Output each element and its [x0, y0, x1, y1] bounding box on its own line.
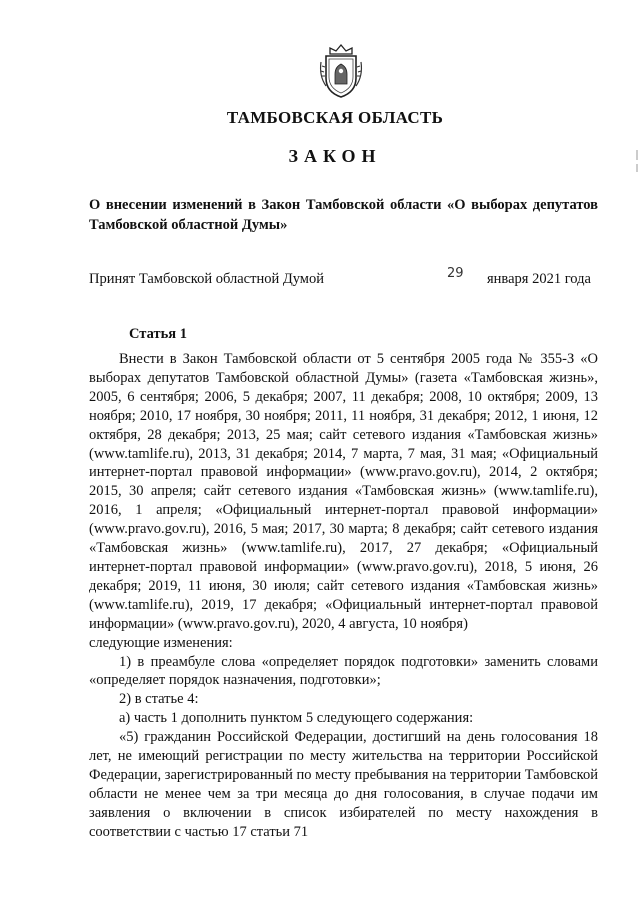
amendment-item-1: 1) в преамбуле слова «определяет порядок подготовки» заменить словами «определяет порядок назначения, подготовки»; [89, 653, 598, 689]
document-type-heading: ЗАКОН [288, 146, 382, 166]
amendment-item-2: 2) в статье 4: [119, 691, 199, 708]
scan-margin-mark [636, 150, 638, 160]
amendment-item-2a-text: «5) гражданин Российской Федерации, достигший на день голосования 18 лет, не имеющий регистрации по месту жительства на территории Российской Федерации, зарегистрированный по месту пребывания на территории Тамбовской области не менее чем за три месяца до дня голосования, в случае подачи им заявления о включении в список избирателей по месту нахождения в соответствии с частью 17 статьи 71 [89, 729, 598, 840]
article-body [89, 350, 598, 842]
article-intro-paragraph: Внести в Закон Тамбовской области от 5 сентября 2005 года № 355-З «О выборах депутатов Тамбовской областной Думы» (газета «Тамбовская жизнь», 2005, 6 сентября; 2006, 5 декабря; 2007, 11 декабря; 2008, 10 октября; 2009, 13 ноября; 2010, 17 ноября, 30 ноября; 2011, 11 ноября, 31 декабря; 2012, 1 июня, 12 октября, 28 декабря; 2013, 25 мая; сайт сетевого издания «Тамбовская жизнь» (www.tamlife.ru), 2013, 31 декабря; 2014, 7 марта, 7 мая, 31 мая; «Официальный интернет-портал правовой информации» (www.pravo.gov.ru), 2014, 2 октября; 2015, 30 апреля; сайт сетевого издания «Тамбовская жизнь» (www.tamlife.ru), 2016, 1 апреля; «Официальный интернет-портал правовой информации» (www.pravo.gov.ru), 2016, 5 мая; 2017, 30 марта; 8 декабря; сайт сетевого издания «Тамбовская жизнь» (www.tamlife.ru), 2017, 27 декабря; «Официальный интернет-портал правовой информации» (www.pravo.gov.ru), 2018, 5 июня, 26 декабря; 2019, 11 июня, 30 июля; сайт сетевого издания «Тамбовская жизнь» (www.tamlife.ru), 2019, 17 декабря; «Официальный интернет-портал правовой информации» (www.pravo.gov.ru), 2020, 4 августа, 10 ноября) [89, 351, 598, 632]
article-intro-tail: следующие изменения: [89, 634, 233, 651]
adoption-day-handwritten: 29 [447, 266, 464, 281]
adoption-month-year: января 2021 года [487, 271, 591, 287]
scan-margin-mark [636, 164, 638, 172]
amendment-item-2a: а) часть 1 дополнить пунктом 5 следующего содержания: [119, 710, 474, 727]
article-heading: Статья 1 [129, 326, 187, 342]
law-title: О внесении изменений в Закон Тамбовской области «О выборах депутатов Тамбовской областной Думы» [89, 197, 598, 233]
coat-of-arms-icon [316, 40, 366, 100]
adoption-label: Принят Тамбовской областной Думой [89, 271, 324, 287]
region-heading: ТАМБОВСКАЯ ОБЛАСТЬ [226, 108, 444, 127]
